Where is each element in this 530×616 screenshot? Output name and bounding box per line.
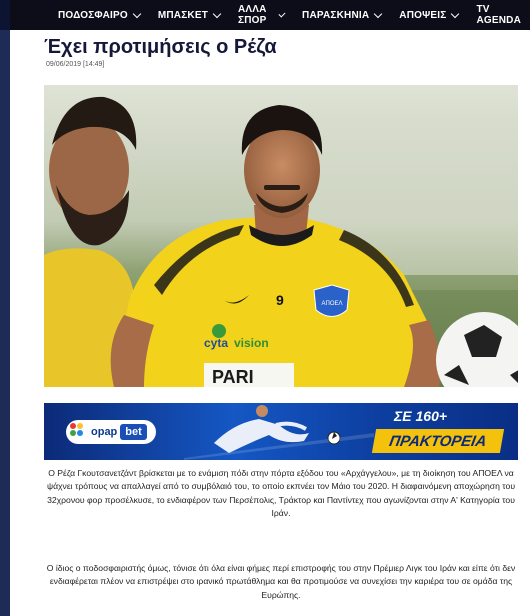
nav-label: ΠΑΡΑΣΚΗΝΙΑ — [302, 9, 370, 21]
article-paragraph: Ο Ρέζα Γκουτσανετζάντ βρίσκεται με το ενάμιση πόδι στην πόρτα εξόδου του «Αρχάγγελου», με τη διοίκηση του ΑΠΟΕΛ να ψάχνει τρόπους να απαλλαγεί από το συμβόλαιό του, το οποίο εκπνέει τον Μάιο του 2020. Η διαφαινόμενη αποχώρηση του 32χρονου φορ προσέλκυσε, το ενδιαφέρον των Περσέπολις, Τράκτορ και Παντίντεχ που αγωνίζονται στην Α' Κατηγορία του Ιράν. — [46, 468, 516, 519]
opap-logo — [66, 420, 156, 444]
nav-label: ΠΟΔΟΣΦΑΙΡΟ — [58, 9, 128, 21]
chevron-down-icon — [374, 9, 382, 17]
opap-brand-text: opap — [91, 426, 118, 438]
banner-main-text: ΠΡΑΚΤΟΡΕΙΑ — [372, 429, 504, 453]
top-navigation — [10, 0, 530, 30]
badge-text: ΑΠΟΕΛ — [321, 301, 343, 307]
background-window-strip — [0, 0, 10, 30]
banner-top-text: ΣΕ 160+ — [394, 408, 448, 424]
nav-label: ΑΛΛΑ ΣΠΟΡ — [238, 4, 267, 26]
nav-item-opinions[interactable] — [390, 0, 467, 30]
article — [10, 30, 530, 616]
background-window-edge — [0, 0, 10, 616]
sponsor-pari: PARI — [212, 367, 254, 387]
jersey-number: 9 — [276, 292, 284, 308]
nav-item-tv-agenda[interactable] — [467, 0, 530, 30]
chevron-down-icon — [278, 10, 285, 17]
chevron-down-icon — [213, 9, 221, 17]
article-photo — [44, 85, 518, 387]
article-date: 09/06/2019 [14:49] — [46, 61, 105, 68]
nav-item-backstage[interactable] — [293, 0, 390, 30]
nav-item-football[interactable] — [10, 0, 149, 30]
bet-box: bet — [120, 424, 147, 440]
sponsor-cyta: cyta — [204, 336, 229, 350]
sponsor-vision: vision — [234, 336, 269, 350]
opap-dots-icon — [70, 423, 88, 441]
article-title: Έχει προτιμήσεις ο Ρέζα — [44, 36, 277, 58]
article-paragraph: Ο ίδιος ο ποδοσφαιριστής όμως, τόνισε ότι όλα είναι φήμες περί επιστροφής του στην Πρέμιερ Λιγκ του Ιράν και είπε ότι δεν ενδιαφέρεται πλέον να επιστρέψει στο ιρανικό πρωτάθλημα και θα προτιμούσε να συνεχίσει την καριέρα του σε ομάδα της Ευρώπης. — [46, 563, 516, 600]
nav-label: TV AGENDA — [476, 4, 522, 26]
football-players-image — [44, 85, 518, 387]
nav-item-basketball[interactable] — [149, 0, 229, 30]
nav-label: ΑΠΟΨΕΙΣ — [399, 9, 447, 21]
chevron-down-icon — [451, 9, 459, 17]
opap-advertisement-banner[interactable] — [44, 403, 518, 460]
nav-label: ΜΠΑΣΚΕΤ — [157, 9, 209, 21]
chevron-down-icon — [133, 9, 141, 17]
nav-item-other-sports[interactable] — [229, 0, 293, 30]
